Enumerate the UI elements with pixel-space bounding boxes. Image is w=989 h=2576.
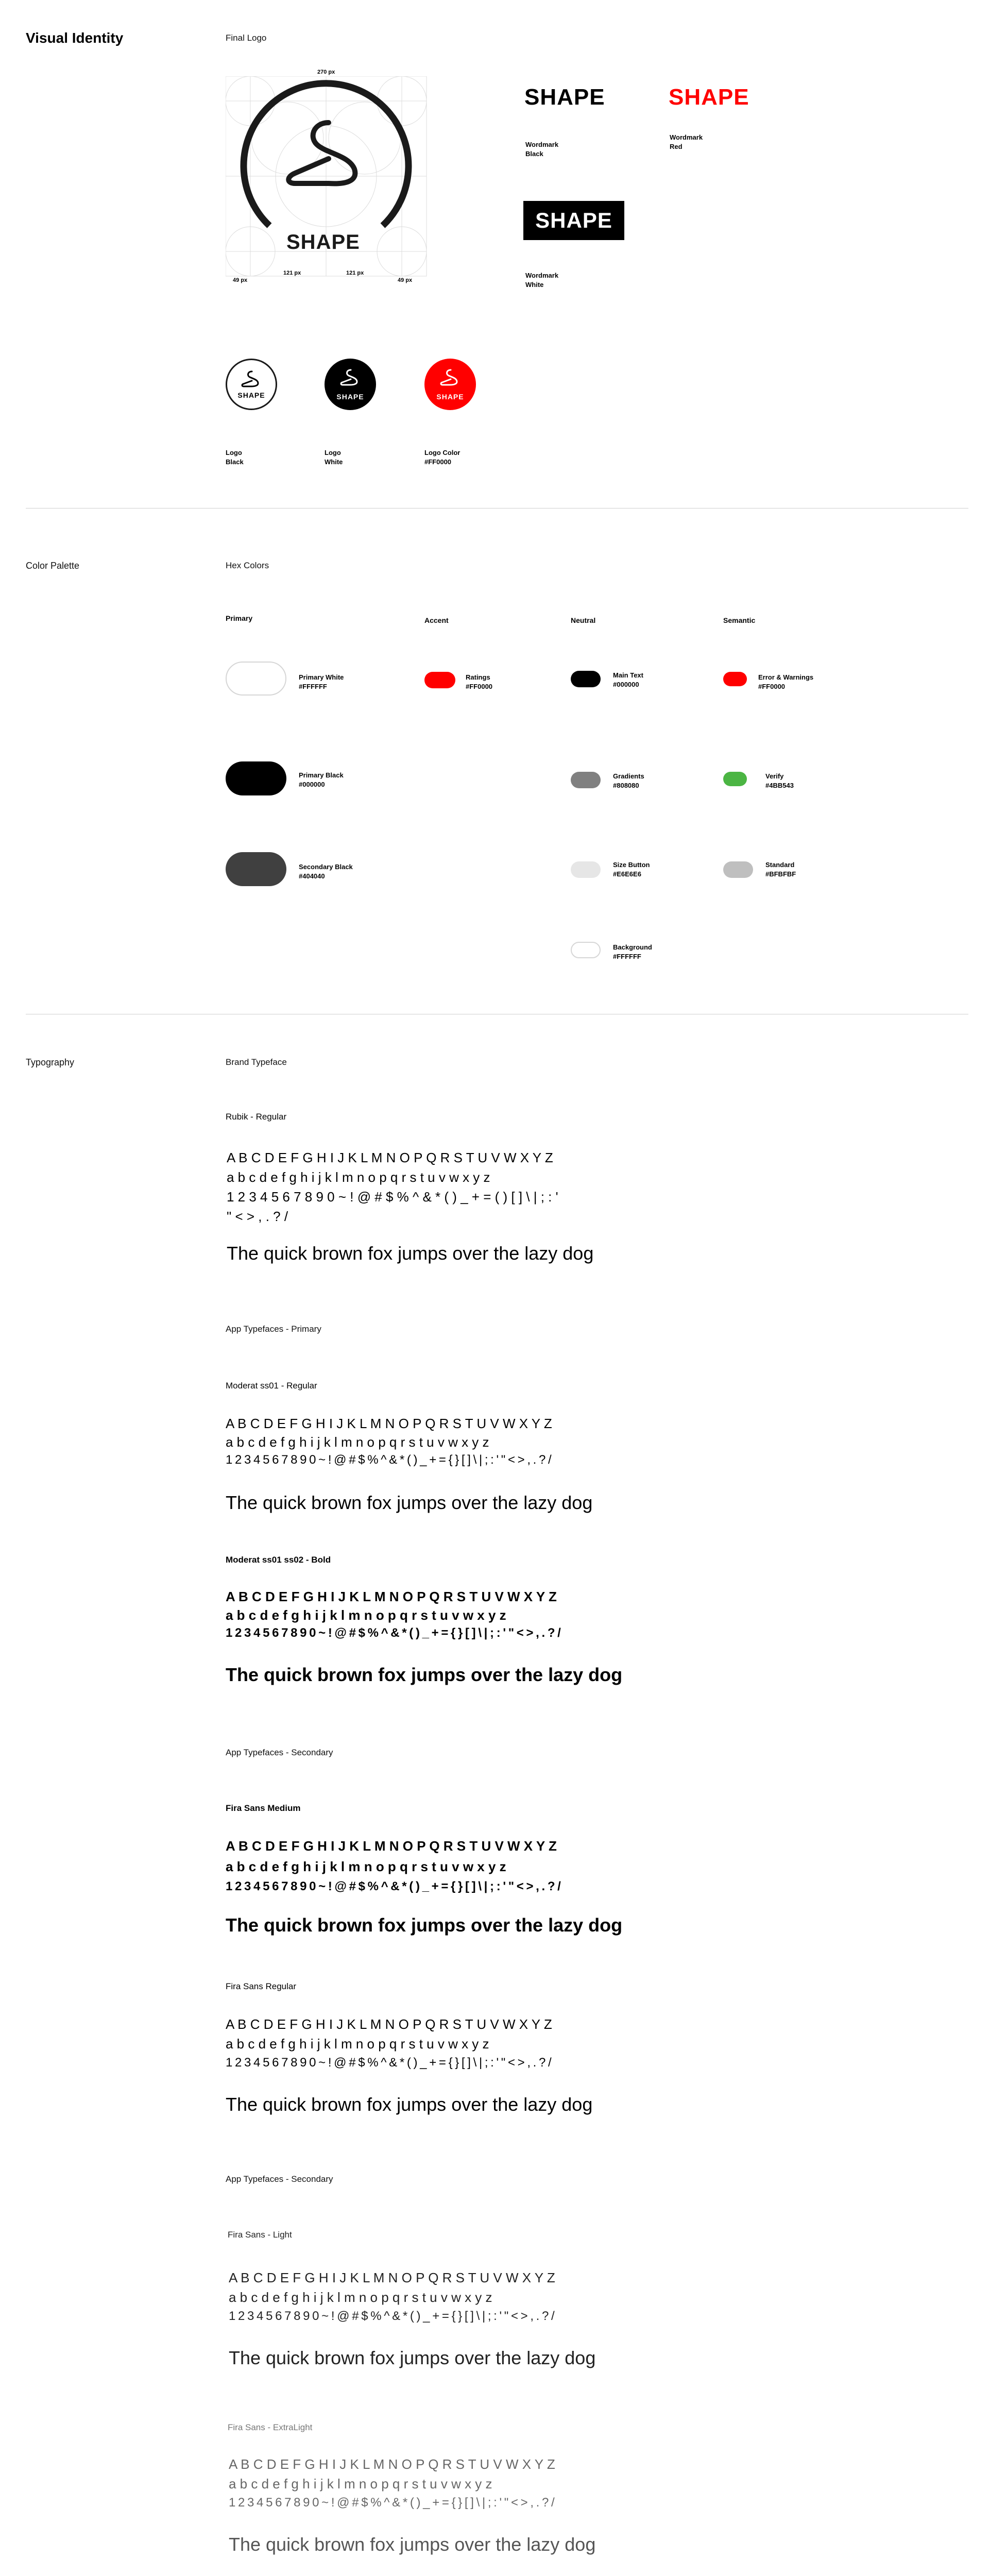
brand-typeface-heading: Brand Typeface bbox=[226, 1057, 287, 1067]
rubik-uppercase: A B C D E F G H I J K L M N O P Q R S T U V W X Y Z bbox=[227, 1150, 553, 1165]
label-main-text: Main Text #000000 bbox=[613, 671, 643, 688]
swatch-primary-white bbox=[226, 662, 286, 696]
swatch-gradients bbox=[571, 772, 601, 788]
primary-column-heading: Primary bbox=[226, 614, 253, 622]
fira-extralight-pangram: The quick brown fox jumps over the lazy dog bbox=[229, 2534, 596, 2555]
label-primary-black: Primary Black #000000 bbox=[299, 771, 344, 788]
label-primary-white: Primary White #FFFFFF bbox=[299, 673, 344, 690]
fira-medium-lowercase: a b c d e f g h i j k l m n o p q r s t u v w x y z bbox=[226, 1859, 506, 1874]
fira-regular-lowercase: a b c d e f g h i j k l m n o p q r s t u v w x y z bbox=[226, 2036, 489, 2052]
moderat-regular-name: Moderat ss01 - Regular bbox=[226, 1381, 317, 1391]
color-palette-label: Color Palette bbox=[26, 561, 80, 571]
app-secondary-heading: App Typefaces - Secondary bbox=[226, 1748, 333, 1757]
app-secondary-heading-2: App Typefaces - Secondary bbox=[226, 2174, 333, 2184]
divider-1 bbox=[26, 508, 968, 509]
dimension-bottom-mid-right: 121 px bbox=[346, 270, 364, 276]
wordmark-white-label: Wordmark White bbox=[525, 272, 559, 289]
fira-regular-pangram: The quick brown fox jumps over the lazy dog bbox=[226, 2094, 593, 2115]
logo-color-wordmark: SHAPE bbox=[436, 393, 464, 401]
logo-color-label: Logo Color #FF0000 bbox=[424, 449, 461, 466]
fira-light-name: Fira Sans - Light bbox=[228, 2230, 292, 2240]
fira-extralight-name: Fira Sans - ExtraLight bbox=[228, 2422, 313, 2432]
fira-extralight-numbers: 1 2 3 4 5 6 7 8 9 0 ~ ! @ # $ % ^ & * ( ) _ + = { } [ ] \ | ; : ' " < > , . ? / bbox=[229, 2496, 554, 2510]
label-gradients: Gradients #808080 bbox=[613, 772, 644, 789]
label-ratings: Ratings #FF0000 bbox=[466, 673, 493, 690]
page-title: Visual Identity bbox=[26, 30, 124, 46]
logo-black-circle bbox=[226, 359, 277, 410]
moderat-bold-numbers: 1 2 3 4 5 6 7 8 9 0 ~ ! @ # $ % ^ & * ( ) _ + = { } [ ] \ | ; : ' " < > , . ? / bbox=[226, 1626, 560, 1640]
moderat-bold-uppercase: A B C D E F G H I J K L M N O P Q R S T U V W X Y Z bbox=[226, 1589, 557, 1604]
swatch-background bbox=[571, 942, 601, 958]
logo-construction-wordmark: SHAPE bbox=[286, 231, 360, 253]
swatch-verify bbox=[723, 772, 747, 786]
logo-black-wordmark: SHAPE bbox=[237, 391, 265, 399]
hex-colors-heading: Hex Colors bbox=[226, 561, 269, 570]
dimension-bottom-mid-left: 121 px bbox=[283, 270, 301, 276]
moderat-regular-lowercase: a b c d e f g h i j k l m n o p q r s t u v w x y z bbox=[226, 1434, 489, 1450]
moderat-regular-uppercase: A B C D E F G H I J K L M N O P Q R S T U V W X Y Z bbox=[226, 1416, 552, 1431]
swatch-ratings bbox=[424, 672, 455, 688]
hanger-icon bbox=[238, 370, 264, 388]
fira-light-uppercase: A B C D E F G H I J K L M N O P Q R S T U V W X Y Z bbox=[229, 2270, 555, 2285]
moderat-bold-lowercase: a b c d e f g h i j k l m n o p q r s t u v w x y z bbox=[226, 1607, 506, 1623]
label-size-button: Size Button #E6E6E6 bbox=[613, 861, 650, 878]
dimension-bottom-right: 49 px bbox=[398, 277, 413, 283]
accent-column-heading: Accent bbox=[424, 616, 449, 624]
wordmark-red: SHAPE bbox=[669, 84, 749, 110]
dimension-bottom-left: 49 px bbox=[233, 277, 248, 283]
swatch-size-button bbox=[571, 861, 601, 878]
fira-medium-pangram: The quick brown fox jumps over the lazy dog bbox=[226, 1914, 623, 1936]
neutral-column-heading: Neutral bbox=[571, 616, 596, 624]
wordmark-white: SHAPE bbox=[535, 208, 612, 232]
rubik-name: Rubik - Regular bbox=[226, 1112, 287, 1122]
wordmark-black: SHAPE bbox=[524, 84, 605, 110]
logo-construction bbox=[226, 69, 428, 283]
fira-medium-uppercase: A B C D E F G H I J K L M N O P Q R S T U V W X Y Z bbox=[226, 1838, 557, 1854]
rubik-extra: " < > , . ? / bbox=[227, 1209, 288, 1224]
final-logo-label: Final Logo bbox=[226, 33, 267, 43]
rubik-pangram: The quick brown fox jumps over the lazy dog bbox=[227, 1243, 594, 1264]
label-standard: Standard #BFBFBF bbox=[765, 861, 796, 878]
fira-light-lowercase: a b c d e f g h i j k l m n o p q r s t u v w x y z bbox=[229, 2290, 492, 2305]
logo-color-circle bbox=[424, 359, 476, 410]
swatch-error bbox=[723, 672, 747, 686]
moderat-bold-pangram: The quick brown fox jumps over the lazy dog bbox=[226, 1664, 623, 1685]
hanger-icon bbox=[337, 369, 363, 386]
logo-white-circle bbox=[325, 359, 376, 410]
fira-extralight-lowercase: a b c d e f g h i j k l m n o p q r s t u v w x y z bbox=[229, 2476, 492, 2492]
label-secondary-black: Secondary Black #404040 bbox=[299, 863, 353, 880]
fira-extralight-uppercase: A B C D E F G H I J K L M N O P Q R S T U V W X Y Z bbox=[229, 2456, 555, 2472]
semantic-column-heading: Semantic bbox=[723, 616, 756, 624]
logo-white-label: Logo White bbox=[325, 449, 343, 466]
swatch-secondary-black bbox=[226, 852, 286, 886]
wordmark-black-label: Wordmark Black bbox=[525, 141, 559, 158]
swatch-primary-black bbox=[226, 761, 286, 795]
logo-white-wordmark: SHAPE bbox=[336, 393, 364, 401]
label-error: Error & Warnings #FF0000 bbox=[758, 673, 814, 690]
label-background: Background #FFFFFF bbox=[613, 943, 652, 960]
dimension-top: 270 px bbox=[317, 69, 335, 75]
rubik-numbers: 1 2 3 4 5 6 7 8 9 0 ~ ! @ # $ % ^ & * ( ) _ + = ( ) [ ] \ | ; : ' bbox=[227, 1189, 558, 1205]
logo-black-label: Logo Black bbox=[226, 449, 244, 466]
hanger-icon bbox=[437, 369, 463, 386]
fira-medium-numbers: 1 2 3 4 5 6 7 8 9 0 ~ ! @ # $ % ^ & * ( ) _ + = { } [ ] \ | ; : ' " < > , . ? / bbox=[226, 1879, 560, 1893]
fira-regular-uppercase: A B C D E F G H I J K L M N O P Q R S T U V W X Y Z bbox=[226, 2016, 552, 2032]
fira-light-numbers: 1 2 3 4 5 6 7 8 9 0 ~ ! @ # $ % ^ & * ( ) _ + = { } [ ] \ | ; : ' " < > , . ? / bbox=[229, 2309, 554, 2323]
app-primary-heading: App Typefaces - Primary bbox=[226, 1324, 321, 1334]
fira-regular-numbers: 1 2 3 4 5 6 7 8 9 0 ~ ! @ # $ % ^ & * ( ) _ + = { } [ ] \ | ; : ' " < > , . ? / bbox=[226, 2056, 551, 2070]
typography-label: Typography bbox=[26, 1057, 75, 1067]
swatch-main-text bbox=[571, 671, 601, 687]
wordmark-white-box bbox=[523, 201, 624, 240]
swatch-standard bbox=[723, 861, 753, 878]
fira-light-pangram: The quick brown fox jumps over the lazy dog bbox=[229, 2347, 596, 2368]
moderat-bold-name: Moderat ss01 ss02 - Bold bbox=[226, 1555, 331, 1565]
moderat-regular-numbers: 1 2 3 4 5 6 7 8 9 0 ~ ! @ # $ % ^ & * ( ) _ + = { } [ ] \ | ; : ' " < > , . ? / bbox=[226, 1453, 551, 1467]
fira-medium-name: Fira Sans Medium bbox=[226, 1803, 301, 1813]
fira-regular-name: Fira Sans Regular bbox=[226, 1981, 297, 1991]
rubik-lowercase: a b c d e f g h i j k l m n o p q r s t u v w x y z bbox=[227, 1170, 490, 1185]
label-verify: Verify #4BB543 bbox=[765, 772, 794, 789]
wordmark-red-label: Wordmark Red bbox=[670, 133, 703, 150]
moderat-regular-pangram: The quick brown fox jumps over the lazy dog bbox=[226, 1492, 593, 1513]
